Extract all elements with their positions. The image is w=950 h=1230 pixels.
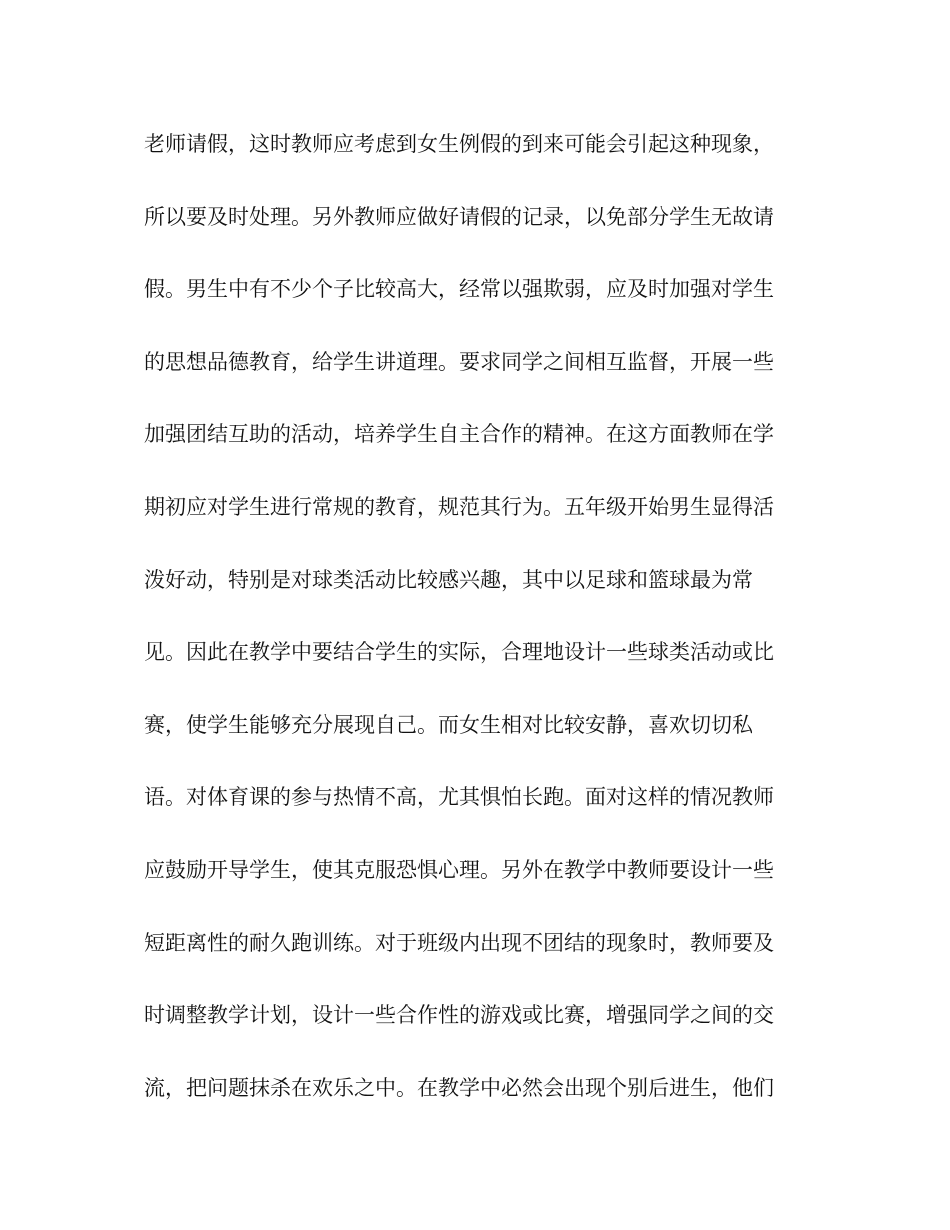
text-line: 流，把问题抹杀在欢乐之中。在教学中必然会出现个别后进生，他们 — [144, 1075, 774, 1100]
text-line: 语。对体育课的参与热情不高，尤其惧怕长跑。面对这样的情况教师 — [144, 785, 774, 810]
text-line: 泼好动，特别是对球类活动比较感兴趣，其中以足球和篮球最为常 — [144, 567, 753, 592]
text-line: 时调整教学计划，设计一些合作性的游戏或比赛，增强同学之间的交 — [144, 1003, 774, 1028]
text-line: 期初应对学生进行常规的教育，规范其行为。五年级开始男生显得活 — [144, 494, 774, 519]
text-line: 老师请假，这时教师应考虑到女生例假的到来可能会引起这种现象， — [144, 132, 774, 156]
text-line: 短距离性的耐久跑训练。对于班级内出现不团结的现象时，教师要及 — [144, 930, 774, 955]
text-line: 见。因此在教学中要结合学生的实际，合理地设计一些球类活动或比 — [144, 640, 774, 665]
text-line: 的思想品德教育，给学生讲道理。要求同学之间相互监督，开展一些 — [144, 349, 774, 374]
body-paragraph — [144, 124, 804, 1140]
text-line: 加强团结互助的活动，培养学生自主合作的精神。在这方面教师在学 — [144, 422, 774, 447]
text-line: 应鼓励开导学生，使其克服恐惧心理。另外在教学中教师要设计一些 — [144, 857, 774, 882]
text-line: 赛，使学生能够充分展现自己。而女生相对比较安静，喜欢切切私 — [144, 712, 753, 737]
text-line: 假。男生中有不少个子比较高大，经常以强欺弱，应及时加强对学生 — [144, 277, 774, 302]
text-line: 所以要及时处理。另外教师应做好请假的记录，以免部分学生无故请 — [144, 204, 774, 229]
